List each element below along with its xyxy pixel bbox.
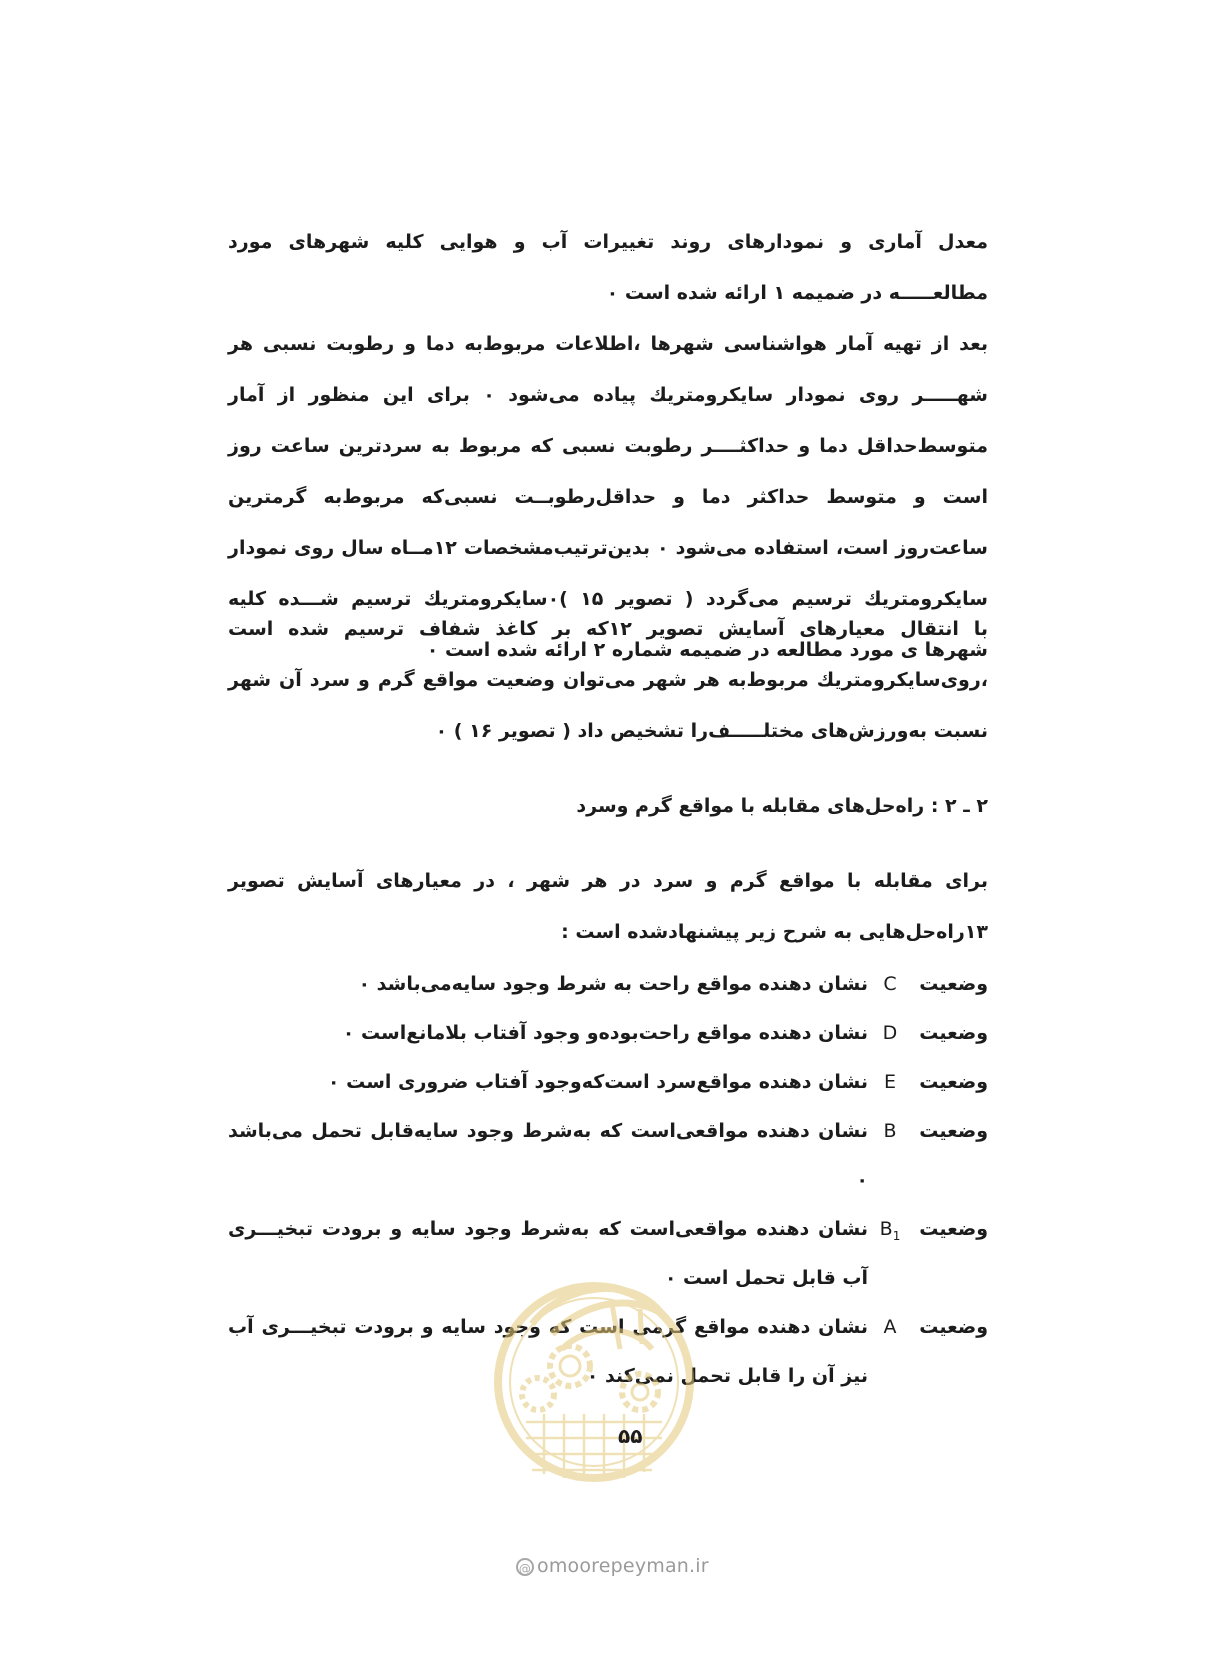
- condition-label: وضعیت: [919, 1022, 988, 1044]
- omoore-peyman-seal-logo: [492, 1254, 696, 1542]
- condition-code: D: [882, 1022, 898, 1044]
- condition-label: وضعیت: [919, 1316, 988, 1338]
- condition-item-c: [228, 960, 988, 1009]
- condition-label: وضعیت: [919, 1071, 988, 1093]
- condition-label: وضعیت: [919, 1120, 988, 1142]
- condition-code-subscript: 1: [892, 1228, 901, 1243]
- at-icon: @: [516, 1558, 534, 1576]
- condition-text: نشان دهنده مواقع گرمی است که وجود سایه و برودت تبخیـــری آب نیز آن را قابل تحمل نمی‌کند ۰: [228, 1316, 868, 1387]
- condition-code: C: [883, 973, 897, 995]
- condition-code: [876, 1205, 904, 1261]
- paragraph-statistics-appendix: معدل آماری و نمودارهای روند تغییرات آب و هوایی کلیه شهرهای مورد مطالعـــــه در ضمیمه ۱ ارائه شده است ۰: [228, 231, 988, 304]
- condition-item-b: [228, 1107, 988, 1205]
- condition-text: نشان دهنده مواقع راحت‌بوده‌و وجود آفتاب بلامانع‌است ۰: [342, 1022, 868, 1044]
- condition-text: نشان دهنده مواقعی‌است که به‌شرط وجود سایه‌قابل تحمل می‌باشد ۰: [228, 1120, 868, 1191]
- condition-item-d: [228, 1009, 988, 1058]
- condition-item-e: [228, 1058, 988, 1107]
- section-heading: ۲ ـ ۲ : راه‌حل‌های مقابله با مواقع گرم وسرد: [576, 795, 988, 817]
- watermark-text: omoorepeyman.ir: [537, 1555, 709, 1577]
- page-number: ۵۵: [618, 1424, 643, 1448]
- condition-code-letter: B: [879, 1218, 893, 1240]
- condition-text: نشان دهنده مواقع راحت به شرط وجود سایه‌می‌باشد ۰: [358, 973, 868, 995]
- condition-label: وضعیت: [919, 973, 988, 995]
- paragraph-psychrometric-method: بعد از تهیه آمار هواشناسی شهرها ،اطلاعات مربوط‌به دما و رطوبت نسبی هر شهـــــر روی نمودار سایکرومتریك پیاده می‌شود ۰ برای این منظور از آمار متوسط‌حداقل دما و حداکثــــر رطوبت نسبی که مربوط به سردترین ساعت روز است و متوسط حداکثر دما و حداقل‌رطوبــت نسبی‌که مربوط‌به گرمترین ساعت‌روز است، استفاده می‌شود ۰ بدین‌ترتیب‌مشخصات ۱۲مــاه سال روی نمودار سایکرومتریك ترسیم می‌گردد ( تصویر ۱۵ )۰سایکرومتریك ترسیم شـــده کلیه شهرها ی مورد مطالعه در ضمیمه شماره ۲ ارائه شده است ۰: [228, 333, 988, 661]
- condition-code: E: [883, 1071, 896, 1093]
- watermark: [516, 1555, 709, 1577]
- seal-icon: [498, 1286, 690, 1480]
- paragraph-solutions-intro: برای مقابله با مواقع گرم و سرد در هر شهر ، در معیارهای آسایش تصویر ۱۳راه‌حل‌هایی به شرح زیر پیشنهادشده است :: [228, 870, 988, 943]
- condition-code: A: [883, 1316, 897, 1338]
- paragraph-comfort-transfer: با انتقال معیارهای آسایش تصویر ۱۲که بر کاغذ شفاف ترسیم شده است ،روی‌سایکرومتریك مربوط‌به هر شهر می‌توان وضعیت مواقع گرم و سرد آن شهر نسبت به‌ورزش‌های مختلـــــف‌را تشخیص داد ( تصویر ۱۶ ) ۰: [228, 618, 988, 742]
- condition-code: B: [883, 1120, 897, 1142]
- condition-text: نشان دهنده مواقعی‌است که به‌شرط وجود سایه و برودت تبخیـــری آب قابل تحمل است ۰: [228, 1218, 868, 1289]
- condition-label: وضعیت: [919, 1218, 988, 1240]
- condition-text: نشان دهنده مواقع‌سرد است‌که‌وجود آفتاب ضروری است ۰: [327, 1071, 868, 1093]
